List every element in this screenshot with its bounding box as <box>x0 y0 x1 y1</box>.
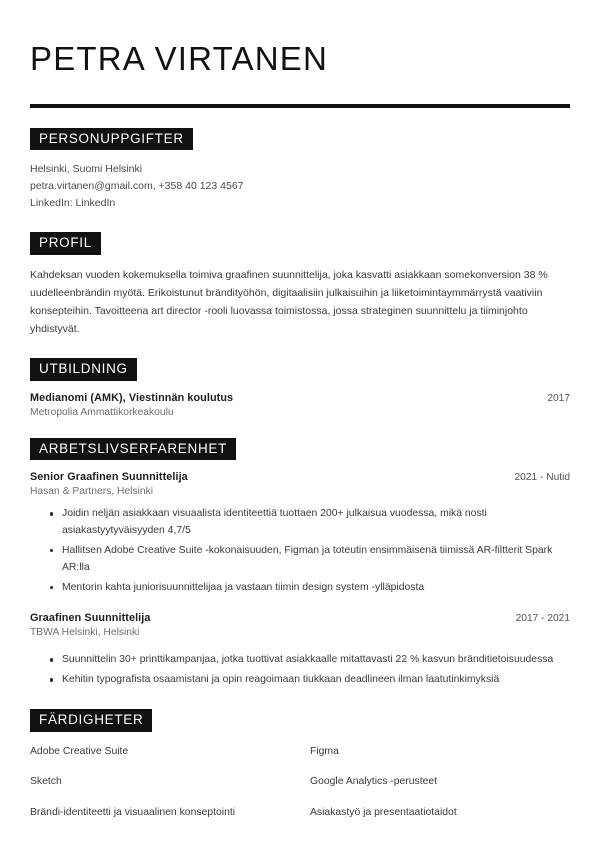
skill-item: Figma <box>310 745 339 757</box>
skill-item: Asiakastyö ja presentaatiotaidot <box>310 806 457 818</box>
section-skills <box>30 709 570 820</box>
section-experience <box>30 438 570 689</box>
experience-entry <box>30 612 570 689</box>
experience-employer: Hasan & Partners, Helsinki <box>30 486 154 498</box>
list-item: Joidin neljän asiakkaan visuaalista identiteettiä tuottaen 200+ julkaisua vuodessa, mikä nosti asiakastyytyväisyyden 4,7/5 <box>50 506 570 540</box>
education-degree: Medianomi (AMK), Viestinnän koulutus <box>30 391 234 404</box>
section-heading-personal: PERSONUPPGIFTER <box>30 128 193 151</box>
section-heading-education: UTBILDNING <box>30 358 137 381</box>
education-institution: Metropolia Ammattikorkeakoulu <box>30 406 174 418</box>
contact-email-phone: petra.virtanen@gmail.com, +358 40 123 4567 <box>30 180 244 193</box>
education-date: 2017 <box>547 392 570 404</box>
section-heading-profile: PROFIL <box>30 232 101 255</box>
experience-job-title: Graafinen Suunnittelija <box>30 612 151 625</box>
skill-item: Brändi-identiteetti ja visuaalinen konseptointi <box>30 806 236 818</box>
experience-entry-header <box>30 471 570 483</box>
education-entry <box>30 392 570 418</box>
experience-job-title: Senior Graafinen Suunnittelija <box>30 471 188 484</box>
section-personal-details <box>30 128 570 213</box>
experience-employer: TBWA Helsinki, Helsinki <box>30 627 140 639</box>
section-education <box>30 358 570 418</box>
section-heading-skills: FÄRDIGHETER <box>30 709 152 732</box>
contact-block <box>30 161 570 212</box>
skill-item: Sketch <box>30 776 62 788</box>
list-item: Hallitsen Adobe Creative Suite -kokonaisuuden, Figman ja toteutin ensimmäisenä tiimissä AR-filtterit Spark AR:lla <box>50 543 570 577</box>
experience-bullet-list <box>30 506 570 596</box>
experience-entry-header <box>30 612 570 624</box>
list-item: Suunnittelin 30+ printtikampanjaa, jotka tuottivat asiakkaalle mitattavasti 22 % kasvun bränditietoisuudessa <box>50 652 570 669</box>
skill-item: Google Analytics -perusteet <box>310 776 438 788</box>
experience-entry <box>30 471 570 596</box>
skills-grid <box>30 745 570 821</box>
profile-summary-text: Kahdeksan vuoden kokemuksella toimiva graafinen suunnittelija, joka kasvatti asiakkaan somekonversion 38 % uudelleenbrändin myötä. Erikoistunut brändityöhön, digitaalisiin julkaisuihin ja liiketoimintaymmärrystä vaativiin konsepteihin. Tavoitteena art director -rooli luovassa toimistossa, jossa strateginen suunnittelu ja tiiminjohto yhdistyvät. <box>30 268 548 336</box>
experience-bullet-list <box>30 652 570 689</box>
section-profile <box>30 232 570 338</box>
skill-item: Adobe Creative Suite <box>30 745 129 757</box>
experience-date: 2021 - Nutid <box>514 472 570 484</box>
experience-date: 2017 - 2021 <box>515 613 570 625</box>
candidate-name: PETRA VIRTANEN <box>30 40 328 77</box>
section-heading-experience: ARBETSLIVSERFARENHET <box>30 438 236 461</box>
header-divider <box>30 104 570 108</box>
contact-location: Helsinki, Suomi Helsinki <box>30 163 143 176</box>
contact-linkedin[interactable]: LinkedIn: LinkedIn <box>30 197 116 210</box>
list-item: Kehitin typografista osaamistani ja opin reagoimaan tiukkaan deadlineen ilman laatutinkimyksiä <box>50 672 570 689</box>
education-entry-header <box>30 392 570 404</box>
list-item: Mentorin kahta juniorisuunnittelijaa ja vastaan tiimin design system -ylläpidosta <box>50 580 570 597</box>
